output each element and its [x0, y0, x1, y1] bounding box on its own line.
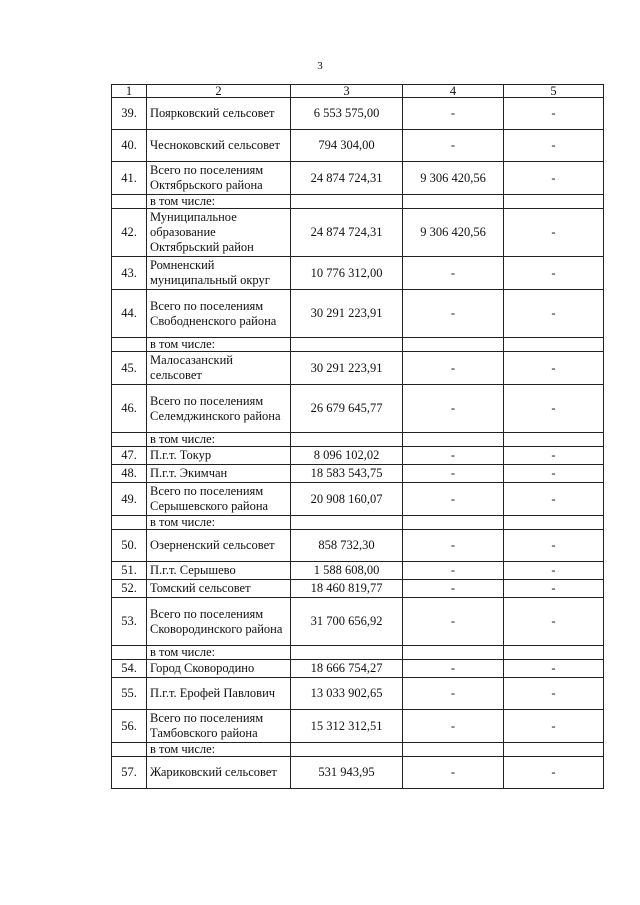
row-col5: - [504, 385, 604, 433]
row-col5: - [504, 483, 604, 516]
row-amount: 794 304,00 [291, 130, 403, 162]
row-number: 54. [112, 660, 147, 678]
row-amount: 31 700 656,92 [291, 598, 403, 646]
row-col4 [403, 195, 504, 209]
row-number: 49. [112, 483, 147, 516]
row-col5: - [504, 162, 604, 195]
row-col4: - [403, 710, 504, 743]
row-number [112, 195, 147, 209]
row-amount: 1 588 608,00 [291, 562, 403, 580]
row-col4: - [403, 562, 504, 580]
table-row [112, 290, 604, 338]
row-name: Город Сковородино [147, 660, 291, 678]
row-amount: 13 033 902,65 [291, 678, 403, 710]
row-amount: 15 312 312,51 [291, 710, 403, 743]
row-name: Всего по поселениям Октябрьского района [147, 162, 291, 195]
row-col4: - [403, 757, 504, 789]
row-col4 [403, 646, 504, 660]
table-row [112, 710, 604, 743]
row-col5: - [504, 130, 604, 162]
row-col5: - [504, 257, 604, 290]
table-row [112, 130, 604, 162]
row-amount: 8 096 102,02 [291, 447, 403, 465]
row-col5: - [504, 447, 604, 465]
row-col5: - [504, 660, 604, 678]
row-col4: - [403, 678, 504, 710]
row-name: Озерненский сельсовет [147, 530, 291, 562]
row-amount [291, 743, 403, 757]
column-header: 5 [504, 85, 604, 98]
column-header: 2 [147, 85, 291, 98]
table-row [112, 352, 604, 385]
row-amount [291, 433, 403, 447]
row-amount: 30 291 223,91 [291, 290, 403, 338]
row-name: Поярковский сельсовет [147, 98, 291, 130]
row-amount: 26 679 645,77 [291, 385, 403, 433]
row-col5: - [504, 290, 604, 338]
column-header: 1 [112, 85, 147, 98]
row-col5 [504, 433, 604, 447]
row-col5: - [504, 598, 604, 646]
row-number: 39. [112, 98, 147, 130]
row-amount [291, 516, 403, 530]
row-name: в том числе: [147, 743, 291, 757]
row-name: Всего по поселениям Тамбовского района [147, 710, 291, 743]
row-col5: - [504, 530, 604, 562]
table-row [112, 447, 604, 465]
row-number: 50. [112, 530, 147, 562]
table-row [112, 660, 604, 678]
table-row [112, 743, 604, 757]
row-number: 53. [112, 598, 147, 646]
table-row [112, 98, 604, 130]
row-amount: 18 460 819,77 [291, 580, 403, 598]
row-number: 40. [112, 130, 147, 162]
column-header: 4 [403, 85, 504, 98]
row-number: 41. [112, 162, 147, 195]
row-name: П.г.т. Экимчан [147, 465, 291, 483]
row-name: Всего по поселениям Сковородинского района [147, 598, 291, 646]
row-col4: - [403, 465, 504, 483]
row-number [112, 433, 147, 447]
table-row [112, 162, 604, 195]
row-name: в том числе: [147, 433, 291, 447]
row-col5 [504, 516, 604, 530]
row-number: 42. [112, 209, 147, 257]
row-col4 [403, 516, 504, 530]
table-row [112, 338, 604, 352]
row-col4: - [403, 257, 504, 290]
table-row [112, 530, 604, 562]
row-number: 57. [112, 757, 147, 789]
row-amount: 30 291 223,91 [291, 352, 403, 385]
row-name: Жариковский сельсовет [147, 757, 291, 789]
row-name: Томский сельсовет [147, 580, 291, 598]
row-number: 51. [112, 562, 147, 580]
row-col5 [504, 646, 604, 660]
row-col4: - [403, 483, 504, 516]
row-amount: 18 583 543,75 [291, 465, 403, 483]
row-col4: - [403, 98, 504, 130]
table-row [112, 209, 604, 257]
table-row [112, 580, 604, 598]
row-number: 56. [112, 710, 147, 743]
row-col5: - [504, 757, 604, 789]
row-col4: - [403, 598, 504, 646]
table-row [112, 483, 604, 516]
table-row [112, 516, 604, 530]
row-number: 48. [112, 465, 147, 483]
row-col4: - [403, 447, 504, 465]
row-col4 [403, 433, 504, 447]
row-amount: 858 732,30 [291, 530, 403, 562]
row-col5: - [504, 98, 604, 130]
row-number: 55. [112, 678, 147, 710]
row-number: 43. [112, 257, 147, 290]
row-amount: 10 776 312,00 [291, 257, 403, 290]
table-row [112, 465, 604, 483]
row-col5: - [504, 710, 604, 743]
row-name: Всего по поселениям Свободненского района [147, 290, 291, 338]
table-header-row [112, 85, 604, 98]
table-row [112, 757, 604, 789]
budget-table [111, 84, 604, 789]
table-row [112, 598, 604, 646]
row-number [112, 646, 147, 660]
row-name: в том числе: [147, 338, 291, 352]
row-name: в том числе: [147, 646, 291, 660]
column-header: 3 [291, 85, 403, 98]
row-col4: - [403, 352, 504, 385]
row-col5: - [504, 580, 604, 598]
row-col5: - [504, 678, 604, 710]
row-number [112, 516, 147, 530]
row-col5: - [504, 465, 604, 483]
row-col5 [504, 338, 604, 352]
row-amount [291, 195, 403, 209]
row-amount [291, 338, 403, 352]
row-col4 [403, 743, 504, 757]
row-number [112, 338, 147, 352]
row-col5 [504, 195, 604, 209]
row-name: Ромненский муниципальный округ [147, 257, 291, 290]
row-number [112, 743, 147, 757]
table-row [112, 433, 604, 447]
row-name: Муниципальное образование Октябрьский район [147, 209, 291, 257]
row-name: Малосазанский сельсовет [147, 352, 291, 385]
row-col4: 9 306 420,56 [403, 162, 504, 195]
table-row [112, 678, 604, 710]
row-col5: - [504, 352, 604, 385]
row-col4: - [403, 385, 504, 433]
row-amount: 6 553 575,00 [291, 98, 403, 130]
row-col4: - [403, 580, 504, 598]
table-row [112, 385, 604, 433]
row-amount [291, 646, 403, 660]
row-number: 47. [112, 447, 147, 465]
row-amount: 18 666 754,27 [291, 660, 403, 678]
row-amount: 24 874 724,31 [291, 162, 403, 195]
row-col4: - [403, 660, 504, 678]
row-name: П.г.т. Серышево [147, 562, 291, 580]
table-row [112, 646, 604, 660]
row-name: в том числе: [147, 516, 291, 530]
row-col5: - [504, 562, 604, 580]
row-col5 [504, 743, 604, 757]
row-name: в том числе: [147, 195, 291, 209]
row-amount: 20 908 160,07 [291, 483, 403, 516]
row-number: 52. [112, 580, 147, 598]
row-col4: - [403, 290, 504, 338]
row-number: 46. [112, 385, 147, 433]
row-number: 44. [112, 290, 147, 338]
row-col4: - [403, 530, 504, 562]
row-col4: 9 306 420,56 [403, 209, 504, 257]
row-name: П.г.т. Ерофей Павлович [147, 678, 291, 710]
row-name: П.г.т. Токур [147, 447, 291, 465]
table-row [112, 257, 604, 290]
row-amount: 531 943,95 [291, 757, 403, 789]
table-row [112, 562, 604, 580]
row-name: Всего по поселениям Серышевского района [147, 483, 291, 516]
row-col4: - [403, 130, 504, 162]
row-amount: 24 874 724,31 [291, 209, 403, 257]
row-col5: - [504, 209, 604, 257]
row-number: 45. [112, 352, 147, 385]
row-name: Всего по поселениям Селемджинского района [147, 385, 291, 433]
page-number: 3 [317, 60, 323, 72]
table-row [112, 195, 604, 209]
row-name: Чесноковский сельсовет [147, 130, 291, 162]
row-col4 [403, 338, 504, 352]
